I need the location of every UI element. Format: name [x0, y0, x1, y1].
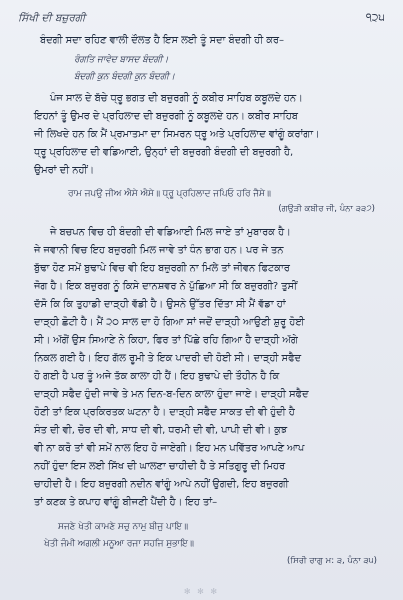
persian-verse-line: ਬੰਦਗੀ ਕੁਨ ਬੰਦਗੀ ਕੁਨ ਬੰਦਗੀ। — [74, 72, 175, 82]
persian-verse-line: ਰੰਗਤਿ ਜਾਵੇਦ ਬਾਸਦ ਬੰਦਗੀ। — [74, 55, 169, 65]
body-line: ਜੇ ਜਵਾਨੀ ਵਿਚ ਇਹ ਬਜ਼ੁਰਗੀ ਮਿਲ ਜਾਵੇ ਤਾਂ ਧੰਨ ਭਾਗ ਹਨ। ਪਰ ਜੇ ਤਨ — [34, 245, 284, 256]
gurbani-quote: ਰਾਮ ਜਪਉ ਜੀਅ ਐਸੇ ਐਸੇ॥ ਧ੍ਰੂ ਪ੍ਰਹਿਲਾਦ ਜਪਿਓ ਹਰਿ ਜੈਸੇ॥ — [68, 189, 271, 199]
body-line: ਦੱਸੋ ਕਿ ਕਿ ਤੁਹਾਡੀ ਦਾੜ੍ਹੀ ਵੱਡੀ ਹੈ। ਉਸਨੇ ਉੱਤਰ ਦਿੱਤਾ ਸੀ ਮੈਂ ਵੱਡਾ ਹਾਂ — [34, 299, 286, 310]
page-header — [18, 9, 385, 27]
body-line: ਦਾੜ੍ਹੀ ਸਫੈਦ ਹੁੰਦੀ ਜਾਵੇ ਤੇ ਮਨ ਦਿਨ-ਬ-ਦਿਨ ਕਾਲਾ ਹੁੰਦਾ ਜਾਏ। ਦਾੜ੍ਹੀ ਸਫੈਦ — [34, 389, 309, 400]
body-line: ਪੰਜ ਸਾਲ ਦੇ ਬੱਚੇ ਧ੍ਰੂ ਭਗਤ ਦੀ ਬਜ਼ੁਰਗੀ ਨੂੰ ਕਬੀਰ ਸਾਹਿਬ ਕਬੂਲਦੇ ਹਨ। — [50, 93, 303, 104]
body-line: ਜੀ ਲਿਖਦੇ ਹਨ ਕਿ ਮੈਂ ਪ੍ਰਮਾਤਮਾ ਦਾ ਸਿਮਰਨ ਧ੍ਰੂ ਅਤੇ ਪ੍ਰਹਿਲਾਦ ਵਾਂਗੂੰ ਕਰਾਂਗਾ। — [34, 129, 320, 140]
body-line: ਬੰਦਗੀ ਸਦਾ ਰਹਿਣ ਵਾਲੀ ਦੌਲਤ ਹੈ ਇਸ ਲਈ ਤੂੰ ਸਦਾ ਬੰਦਗੀ ਹੀ ਕਰ– — [40, 35, 284, 46]
body-line: ਚਾਹੀਦੀ ਹੈ। ਇਹ ਬਜ਼ੁਰਗੀ ਨਦੀਨ ਵਾਂਗੂੰ ਆਪੇ ਨਹੀਂ ਉਗਦੀ, ਇਹ ਬਜ਼ੁਰਗੀ — [34, 479, 289, 490]
body-line: ਹੋ ਗਈ ਹੈ ਪਰ ਤੂੰ ਅਜੇ ਤੱਕ ਕਾਲਾ ਹੀ ਹੈਂ। ਇਹ ਬੁਢਾਪੇ ਦੀ ਤੌਹੀਨ ਹੈ ਕਿ — [34, 371, 280, 382]
body-line: ਧ੍ਰੂ ਪ੍ਰਹਿਲਾਦ ਦੀ ਵਡਿਆਈ, ਉਨ੍ਹਾਂ ਦੀ ਬਜ਼ੁਰਗੀ ਬੰਦਗੀ ਦੀ ਬਜ਼ੁਰਗੀ ਹੈ, — [34, 147, 294, 158]
body-line: ਨਹੀਂ ਹੁੰਦਾ ਇਸ ਲਈ ਸਿੱਖ ਦੀ ਘਾਲਣਾ ਚਾਹੀਦੀ ਹੈ ਤੇ ਸਤਿਗੁਰੂ ਦੀ ਮਿਹਰ — [34, 461, 286, 472]
gurbani-quote: ਸਜਣੇ ਖੇਤੀ ਕਾਮਣੇ ਸਚੁ ਨਾਮੁ ਬੀਜੁ ਪਾਇ॥ — [58, 522, 188, 532]
gurbani-quote: ਖੇਤੀ ਜੰਮੀ ਅਗਲੀ ਮਨੂਆ ਰਜਾ ਸਹਜਿ ਸੁਭਾਇ॥ — [44, 539, 194, 549]
body-line: ਨਿਕਲ ਗਈ ਹੈ। ਇਹ ਗੱਲ ਰੂਮੀ ਤੇ ਇਕ ਪਾਦਰੀ ਦੀ ਹੋਈ ਸੀ। ਦਾੜ੍ਹੀ ਸਫੈਦ — [34, 353, 302, 364]
body-line: ਤਾਂ ਕਣਕ ਤੇ ਕਪਾਹ ਵਾਂਗੂੰ ਬੀਜਣੀ ਪੈਂਦੀ ਹੈ। ਇਹ ਤਾਂ– — [34, 497, 218, 508]
citation: (ਗਉੜੀ ਕਬੀਰ ਜੀ, ਪੰਨਾ ੩੩੭) — [278, 204, 375, 214]
body-line: ਜੋਗ ਹੈ। ਇਕ ਬਜ਼ੁਰਗ ਨੂੰ ਕਿਸੇ ਦਾਨਸ਼ਵਰ ਨੇ ਪੁੱਛਿਆ ਸੀ ਕਿ ਬਜ਼ੁਰਗੀ? ਤੁਸੀਂ — [34, 281, 298, 292]
citation: (ਸਿਰੀ ਰਾਗੁ ਮ: ੩, ਪੰਨਾ ੩੫) — [287, 556, 377, 566]
body-line: ਇਹਨਾਂ ਤੂੰ ਉਮਰ ਦੇ ਪ੍ਰਹਿਲਾਦ ਦੀ ਬਜ਼ੁਰਗੀ ਨੂੰ ਕਬੂਲਦੇ ਹਨ। ਕਬੀਰ ਸਾਹਿਬ — [34, 111, 298, 122]
body-line: ਜੇ ਬਚਪਨ ਵਿਚ ਹੀ ਬੰਦਗੀ ਦੀ ਵਡਿਆਈ ਮਿਲ ਜਾਏ ਤਾਂ ਮੁਬਾਰਕ ਹੈ। — [50, 227, 291, 238]
body-line: ਦਾੜ੍ਹੀ ਛੋਟੀ ਹੈ। ਮੈਂ ੨੦ ਸਾਲ ਦਾ ਹੋ ਗਿਆ ਸਾਂ ਜਦੋਂ ਦਾੜ੍ਹੀ ਆਉਣੀ ਸ਼ੁਰੂ ਹੋਈ — [34, 317, 305, 328]
body-line: ਸੰਤ ਦੀ ਵੀ, ਚੋਰ ਦੀ ਵੀ, ਸਾਧ ਦੀ ਵੀ, ਧਰਮੀ ਦੀ ਵੀ, ਪਾਪੀ ਦੀ ਵੀ। ਕੁਝ — [34, 425, 288, 436]
body-line: ਸੀ। ਅੱਗੋਂ ਉਸ ਸਿਆਣੇ ਨੇ ਕਿਹਾ, ਫਿਰ ਤਾਂ ਪਿੱਛੇ ਰਹਿ ਗਿਆ ਹੈ ਦਾੜ੍ਹੀ ਅੱਗੇ — [34, 335, 298, 346]
body-line: ਬੁੱਢਾ ਹੋਣ ਸਮੇਂ ਬੁਢਾਪੇ ਵਿਚ ਵੀ ਇਹ ਬਜ਼ੁਰਗੀ ਨਾ ਮਿਲੇ ਤਾਂ ਜੀਵਨ ਫਿਟਕਾਰ — [34, 263, 290, 274]
ornament-stars: ✻ ✻ ✻ — [183, 587, 220, 596]
page-number: ੧੨੫ — [365, 11, 385, 24]
body-line: ਹੋਣੀ ਤਾਂ ਇਕ ਪ੍ਰਕਿਰਤਕ ਘਟਨਾ ਹੈ। ਦਾੜ੍ਹੀ ਸਫੈਦ ਸਾਕਤ ਦੀ ਵੀ ਹੁੰਦੀ ਹੈ — [34, 407, 295, 418]
running-title: ਸਿੱਖੀ ਦੀ ਬਜ਼ੁਰਗੀ — [18, 11, 86, 24]
body-line: ਉਮਰਾਂ ਦੀ ਨਹੀਂ। — [34, 165, 95, 176]
body-line: ਵੀ ਨਾ ਕਰੋ ਤਾਂ ਵੀ ਸਮੇਂ ਨਾਲ ਇਹ ਹੋ ਜਾਏਗੀ। ਇਹ ਮਨ ਪਵਿੱਤਰ ਆਪਣੇ ਆਪ — [34, 443, 305, 454]
